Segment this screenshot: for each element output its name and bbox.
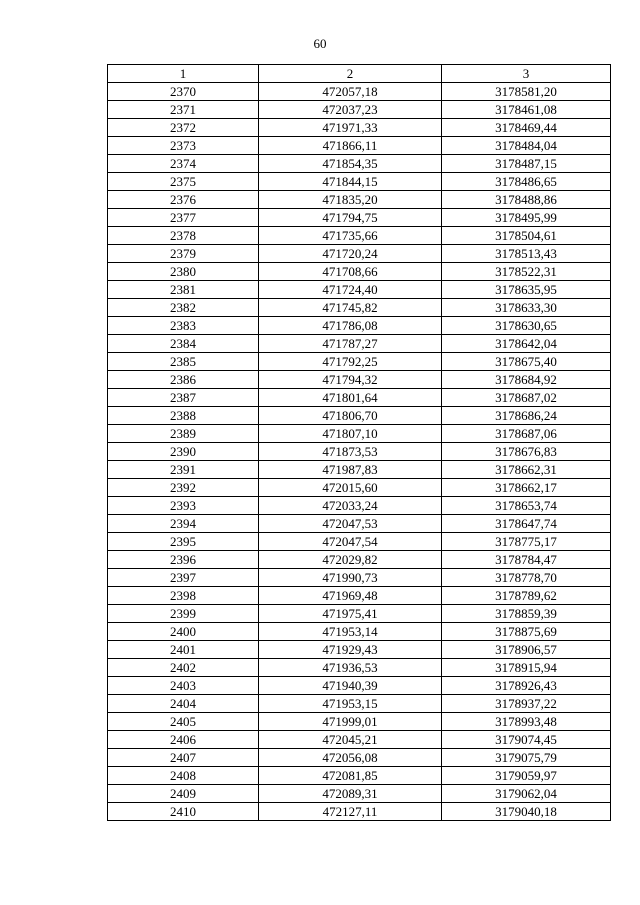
y-coordinate-cell: 3179062,04 — [442, 785, 611, 803]
y-coordinate-cell: 3178642,04 — [442, 335, 611, 353]
y-coordinate-cell: 3178513,43 — [442, 245, 611, 263]
table-row — [108, 155, 611, 173]
point-number-cell: 2405 — [108, 713, 259, 731]
y-coordinate-cell: 3178487,15 — [442, 155, 611, 173]
table-row — [108, 389, 611, 407]
table-row — [108, 623, 611, 641]
x-coordinate-cell: 471844,15 — [259, 173, 442, 191]
table-row — [108, 551, 611, 569]
y-coordinate-cell: 3178784,47 — [442, 551, 611, 569]
x-coordinate-cell: 471987,83 — [259, 461, 442, 479]
x-coordinate-cell: 471708,66 — [259, 263, 442, 281]
y-coordinate-cell: 3178687,06 — [442, 425, 611, 443]
table-row — [108, 137, 611, 155]
table-row — [108, 569, 611, 587]
point-number-cell: 2381 — [108, 281, 259, 299]
table-row — [108, 605, 611, 623]
x-coordinate-cell: 471745,82 — [259, 299, 442, 317]
y-coordinate-cell: 3178484,04 — [442, 137, 611, 155]
y-coordinate-cell: 3178469,44 — [442, 119, 611, 137]
x-coordinate-cell: 471990,73 — [259, 569, 442, 587]
y-coordinate-cell: 3178662,17 — [442, 479, 611, 497]
point-number-cell: 2386 — [108, 371, 259, 389]
table-row — [108, 173, 611, 191]
y-coordinate-cell: 3178504,61 — [442, 227, 611, 245]
y-coordinate-cell: 3178676,83 — [442, 443, 611, 461]
x-coordinate-cell: 472127,11 — [259, 803, 442, 821]
x-coordinate-cell: 472033,24 — [259, 497, 442, 515]
point-number-cell: 2376 — [108, 191, 259, 209]
x-coordinate-cell: 471975,41 — [259, 605, 442, 623]
x-coordinate-cell: 471787,27 — [259, 335, 442, 353]
point-number-cell: 2379 — [108, 245, 259, 263]
x-coordinate-cell: 471794,75 — [259, 209, 442, 227]
x-coordinate-cell: 471873,53 — [259, 443, 442, 461]
y-coordinate-cell: 3178915,94 — [442, 659, 611, 677]
point-number-cell: 2409 — [108, 785, 259, 803]
y-coordinate-cell: 3178684,92 — [442, 371, 611, 389]
point-number-cell: 2408 — [108, 767, 259, 785]
y-coordinate-cell: 3178630,65 — [442, 317, 611, 335]
x-coordinate-cell: 471794,32 — [259, 371, 442, 389]
x-coordinate-cell: 472015,60 — [259, 479, 442, 497]
y-coordinate-cell: 3178662,31 — [442, 461, 611, 479]
point-number-cell: 2401 — [108, 641, 259, 659]
column-header-2: 2 — [259, 65, 442, 83]
point-number-cell: 2384 — [108, 335, 259, 353]
table-row — [108, 695, 611, 713]
y-coordinate-cell: 3179059,97 — [442, 767, 611, 785]
point-number-cell: 2407 — [108, 749, 259, 767]
y-coordinate-cell: 3178522,31 — [442, 263, 611, 281]
y-coordinate-cell: 3179075,79 — [442, 749, 611, 767]
x-coordinate-cell: 471806,70 — [259, 407, 442, 425]
page-number: 60 — [313, 36, 327, 51]
y-coordinate-cell: 3178789,62 — [442, 587, 611, 605]
point-number-cell: 2380 — [108, 263, 259, 281]
point-number-cell: 2391 — [108, 461, 259, 479]
table-row — [108, 299, 611, 317]
point-number-cell: 2410 — [108, 803, 259, 821]
x-coordinate-cell: 472089,31 — [259, 785, 442, 803]
x-coordinate-cell: 472045,21 — [259, 731, 442, 749]
table-row — [108, 659, 611, 677]
y-coordinate-cell: 3178647,74 — [442, 515, 611, 533]
x-coordinate-cell: 471724,40 — [259, 281, 442, 299]
table-row — [108, 263, 611, 281]
point-number-cell: 2406 — [108, 731, 259, 749]
y-coordinate-cell: 3178687,02 — [442, 389, 611, 407]
point-number-cell: 2389 — [108, 425, 259, 443]
y-coordinate-cell: 3178686,24 — [442, 407, 611, 425]
x-coordinate-cell: 471866,11 — [259, 137, 442, 155]
table-row — [108, 479, 611, 497]
y-coordinate-cell: 3178775,17 — [442, 533, 611, 551]
table-row — [108, 497, 611, 515]
point-number-cell: 2378 — [108, 227, 259, 245]
x-coordinate-cell: 471807,10 — [259, 425, 442, 443]
point-number-cell: 2388 — [108, 407, 259, 425]
y-coordinate-cell: 3178906,57 — [442, 641, 611, 659]
y-coordinate-cell: 3178486,65 — [442, 173, 611, 191]
y-coordinate-cell: 3178675,40 — [442, 353, 611, 371]
x-coordinate-cell: 471735,66 — [259, 227, 442, 245]
table-body — [108, 83, 611, 821]
table-row — [108, 245, 611, 263]
table-row — [108, 677, 611, 695]
point-number-cell: 2373 — [108, 137, 259, 155]
point-number-cell: 2394 — [108, 515, 259, 533]
x-coordinate-cell: 471999,01 — [259, 713, 442, 731]
y-coordinate-cell: 3178495,99 — [442, 209, 611, 227]
point-number-cell: 2387 — [108, 389, 259, 407]
x-coordinate-cell: 471720,24 — [259, 245, 442, 263]
point-number-cell: 2383 — [108, 317, 259, 335]
y-coordinate-cell: 3178993,48 — [442, 713, 611, 731]
point-number-cell: 2395 — [108, 533, 259, 551]
table-row — [108, 533, 611, 551]
y-coordinate-cell: 3178633,30 — [442, 299, 611, 317]
y-coordinate-cell: 3178937,22 — [442, 695, 611, 713]
point-number-cell: 2382 — [108, 299, 259, 317]
table-row — [108, 227, 611, 245]
y-coordinate-cell: 3178778,70 — [442, 569, 611, 587]
point-number-cell: 2396 — [108, 551, 259, 569]
point-number-cell: 2402 — [108, 659, 259, 677]
point-number-cell: 2404 — [108, 695, 259, 713]
table-row — [108, 425, 611, 443]
x-coordinate-cell: 472047,53 — [259, 515, 442, 533]
point-number-cell: 2385 — [108, 353, 259, 371]
table-row — [108, 209, 611, 227]
y-coordinate-cell: 3179074,45 — [442, 731, 611, 749]
x-coordinate-cell: 471929,43 — [259, 641, 442, 659]
table-header-row — [108, 65, 611, 83]
y-coordinate-cell: 3178461,08 — [442, 101, 611, 119]
point-number-cell: 2371 — [108, 101, 259, 119]
x-coordinate-cell: 471936,53 — [259, 659, 442, 677]
table-row — [108, 443, 611, 461]
point-number-cell: 2403 — [108, 677, 259, 695]
x-coordinate-cell: 471801,64 — [259, 389, 442, 407]
table-row — [108, 767, 611, 785]
x-coordinate-cell: 471953,14 — [259, 623, 442, 641]
table-row — [108, 191, 611, 209]
point-number-cell: 2399 — [108, 605, 259, 623]
table-row — [108, 515, 611, 533]
point-number-cell: 2375 — [108, 173, 259, 191]
x-coordinate-cell: 472057,18 — [259, 83, 442, 101]
point-number-cell: 2392 — [108, 479, 259, 497]
x-coordinate-cell: 471969,48 — [259, 587, 442, 605]
x-coordinate-cell: 471792,25 — [259, 353, 442, 371]
y-coordinate-cell: 3179040,18 — [442, 803, 611, 821]
table-row — [108, 101, 611, 119]
table-row — [108, 371, 611, 389]
x-coordinate-cell: 471835,20 — [259, 191, 442, 209]
point-number-cell: 2390 — [108, 443, 259, 461]
point-number-cell: 2393 — [108, 497, 259, 515]
y-coordinate-cell: 3178926,43 — [442, 677, 611, 695]
table-row — [108, 461, 611, 479]
table-row — [108, 731, 611, 749]
point-number-cell: 2377 — [108, 209, 259, 227]
point-number-cell: 2400 — [108, 623, 259, 641]
x-coordinate-cell: 472029,82 — [259, 551, 442, 569]
table-row — [108, 749, 611, 767]
table-row — [108, 317, 611, 335]
y-coordinate-cell: 3178581,20 — [442, 83, 611, 101]
table-row — [108, 407, 611, 425]
table-row — [108, 587, 611, 605]
x-coordinate-cell: 471940,39 — [259, 677, 442, 695]
y-coordinate-cell: 3178859,39 — [442, 605, 611, 623]
column-header-1: 1 — [108, 65, 259, 83]
x-coordinate-cell: 471971,33 — [259, 119, 442, 137]
table-row — [108, 119, 611, 137]
table-row — [108, 713, 611, 731]
coordinates-table — [107, 64, 611, 821]
x-coordinate-cell: 472047,54 — [259, 533, 442, 551]
y-coordinate-cell: 3178875,69 — [442, 623, 611, 641]
y-coordinate-cell: 3178635,95 — [442, 281, 611, 299]
point-number-cell: 2374 — [108, 155, 259, 173]
x-coordinate-cell: 471953,15 — [259, 695, 442, 713]
table-row — [108, 353, 611, 371]
y-coordinate-cell: 3178653,74 — [442, 497, 611, 515]
point-number-cell: 2398 — [108, 587, 259, 605]
y-coordinate-cell: 3178488,86 — [442, 191, 611, 209]
x-coordinate-cell: 471786,08 — [259, 317, 442, 335]
point-number-cell: 2370 — [108, 83, 259, 101]
table-row — [108, 335, 611, 353]
column-header-3: 3 — [442, 65, 611, 83]
point-number-cell: 2372 — [108, 119, 259, 137]
table-row — [108, 785, 611, 803]
x-coordinate-cell: 471854,35 — [259, 155, 442, 173]
table-row — [108, 803, 611, 821]
table-row — [108, 641, 611, 659]
point-number-cell: 2397 — [108, 569, 259, 587]
x-coordinate-cell: 472056,08 — [259, 749, 442, 767]
table-row — [108, 281, 611, 299]
x-coordinate-cell: 472081,85 — [259, 767, 442, 785]
table-row — [108, 83, 611, 101]
x-coordinate-cell: 472037,23 — [259, 101, 442, 119]
